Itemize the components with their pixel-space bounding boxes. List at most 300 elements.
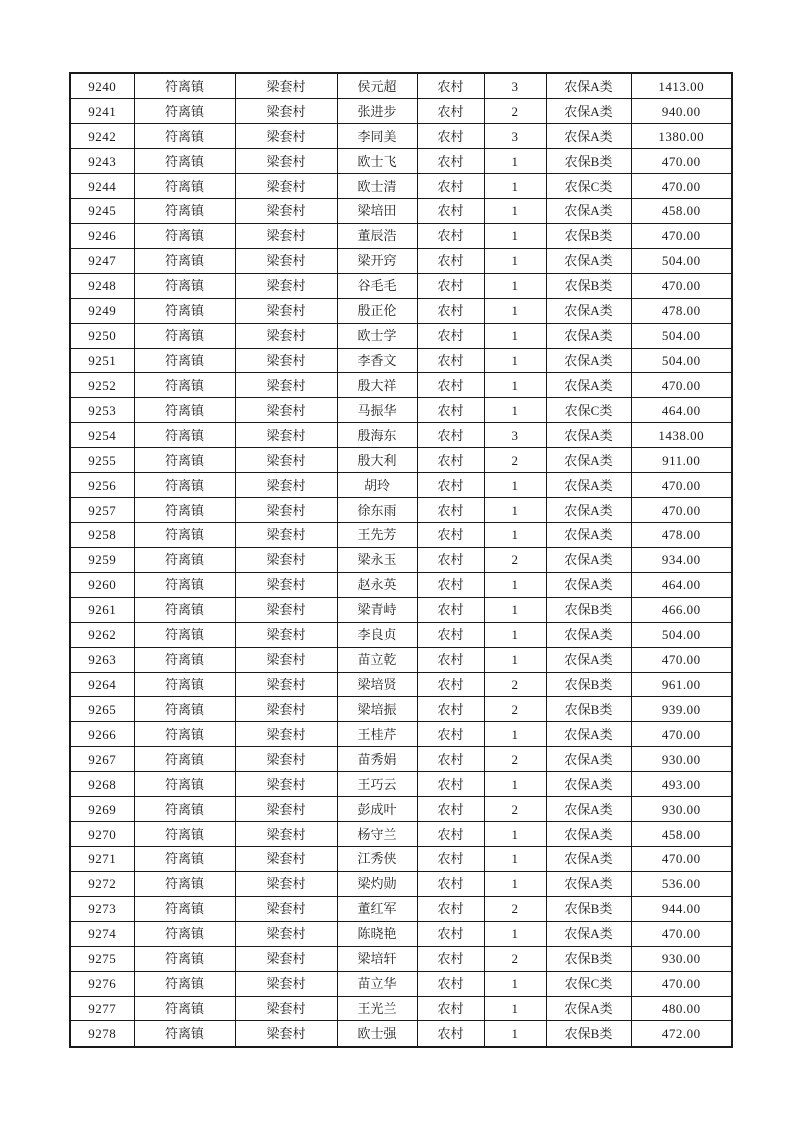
table-cell: 1 [484,996,546,1021]
table-row [70,273,732,298]
table-cell: 农保A类 [546,522,631,547]
table-cell: 农村 [417,223,484,248]
table-cell: 苗立华 [337,971,417,996]
table-cell: 农保A类 [546,473,631,498]
table-cell: 江秀侠 [337,846,417,871]
table-row [70,398,732,423]
table-cell: 王光兰 [337,996,417,1021]
table-cell: 农保A类 [546,921,631,946]
table-cell: 2 [484,747,546,772]
table-cell: 1 [484,373,546,398]
table-cell: 符离镇 [134,722,235,747]
table-cell: 470.00 [631,921,732,946]
table-cell: 马振华 [337,398,417,423]
table-row [70,498,732,523]
table-cell: 农保A类 [546,323,631,348]
table-cell: 1 [484,473,546,498]
table-cell: 9265 [70,697,134,722]
table-cell: 9275 [70,946,134,971]
table-cell: 农村 [417,473,484,498]
table-cell: 农村 [417,149,484,174]
table-cell: 470.00 [631,174,732,199]
table-cell: 农村 [417,772,484,797]
table-cell: 符离镇 [134,896,235,921]
table-cell: 1 [484,273,546,298]
table-cell: 939.00 [631,697,732,722]
table-cell: 930.00 [631,946,732,971]
table-row [70,73,732,99]
table-row [70,248,732,273]
table-cell: 1 [484,348,546,373]
table-cell: 1380.00 [631,124,732,149]
table-cell: 493.00 [631,772,732,797]
table-cell: 504.00 [631,323,732,348]
table-cell: 9244 [70,174,134,199]
table-cell: 470.00 [631,647,732,672]
table-cell: 930.00 [631,797,732,822]
table-cell: 梁套村 [235,647,337,672]
table-cell: 农村 [417,373,484,398]
table-cell: 1 [484,622,546,647]
table-cell: 农保A类 [546,298,631,323]
table-cell: 符离镇 [134,1021,235,1047]
table-cell: 梁套村 [235,747,337,772]
table-cell: 940.00 [631,99,732,124]
table-cell: 9240 [70,73,134,99]
table-cell: 农保A类 [546,248,631,273]
table-cell: 梁套村 [235,149,337,174]
table-cell: 466.00 [631,597,732,622]
table-cell: 董红军 [337,896,417,921]
table-cell: 农保B类 [546,896,631,921]
table-cell: 9269 [70,797,134,822]
table-row [70,348,732,373]
table-cell: 梁套村 [235,273,337,298]
table-cell: 符离镇 [134,747,235,772]
table-cell: 470.00 [631,971,732,996]
table-cell: 9245 [70,199,134,224]
table-row [70,871,732,896]
table-cell: 农村 [417,522,484,547]
table-cell: 9258 [70,522,134,547]
table-cell: 2 [484,896,546,921]
table-row [70,99,732,124]
table-cell: 470.00 [631,373,732,398]
table-cell: 农保B类 [546,697,631,722]
table-cell: 梁套村 [235,722,337,747]
table-cell: 1 [484,248,546,273]
table-cell: 1 [484,149,546,174]
table-cell: 9271 [70,846,134,871]
table-row [70,473,732,498]
table-cell: 梁灼勋 [337,871,417,896]
table-row [70,448,732,473]
table-cell: 3 [484,423,546,448]
table-cell: 9268 [70,772,134,797]
table-row [70,797,732,822]
table-cell: 符离镇 [134,149,235,174]
table-cell: 符离镇 [134,846,235,871]
benefit-table [69,72,733,1048]
table-cell: 欧士学 [337,323,417,348]
table-row [70,996,732,1021]
table-cell: 梁套村 [235,73,337,99]
table-cell: 梁套村 [235,797,337,822]
table-cell: 9248 [70,273,134,298]
table-cell: 2 [484,448,546,473]
table-cell: 1 [484,871,546,896]
table-cell: 梁套村 [235,522,337,547]
table-cell: 504.00 [631,348,732,373]
table-cell: 961.00 [631,672,732,697]
table-cell: 符离镇 [134,772,235,797]
table-cell: 符离镇 [134,174,235,199]
table-cell: 农保A类 [546,547,631,572]
table-cell: 9261 [70,597,134,622]
table-row [70,1021,732,1047]
table-cell: 944.00 [631,896,732,921]
table-cell: 符离镇 [134,572,235,597]
table-row [70,622,732,647]
table-row [70,323,732,348]
table-cell: 梁套村 [235,1021,337,1047]
table-cell: 农村 [417,871,484,896]
table-cell: 470.00 [631,473,732,498]
table-cell: 农村 [417,448,484,473]
table-cell: 梁套村 [235,846,337,871]
table-cell: 9252 [70,373,134,398]
table-cell: 9242 [70,124,134,149]
table-cell: 梁套村 [235,398,337,423]
table-cell: 殷正伦 [337,298,417,323]
table-cell: 殷大利 [337,448,417,473]
table-cell: 9254 [70,423,134,448]
table-cell: 1 [484,298,546,323]
table-cell: 农保A类 [546,772,631,797]
table-cell: 农村 [417,896,484,921]
table-cell: 农保A类 [546,797,631,822]
table-cell: 930.00 [631,747,732,772]
table-cell: 李香文 [337,348,417,373]
table-cell: 农保A类 [546,423,631,448]
table-cell: 赵永英 [337,572,417,597]
table-cell: 符离镇 [134,199,235,224]
table-cell: 农村 [417,348,484,373]
table-cell: 梁套村 [235,199,337,224]
table-cell: 农保B类 [546,597,631,622]
table-cell: 符离镇 [134,547,235,572]
table-cell: 9278 [70,1021,134,1047]
table-cell: 农保A类 [546,747,631,772]
table-cell: 农村 [417,124,484,149]
table-cell: 9267 [70,747,134,772]
table-cell: 农村 [417,647,484,672]
table-cell: 梁套村 [235,971,337,996]
table-row [70,597,732,622]
table-cell: 符离镇 [134,498,235,523]
table-cell: 1 [484,647,546,672]
table-cell: 农保C类 [546,398,631,423]
table-cell: 农村 [417,273,484,298]
table-cell: 9270 [70,822,134,847]
table-cell: 符离镇 [134,971,235,996]
table-cell: 王先芳 [337,522,417,547]
table-cell: 符离镇 [134,423,235,448]
table-cell: 符离镇 [134,647,235,672]
table-cell: 9263 [70,647,134,672]
table-cell: 梁套村 [235,498,337,523]
table-cell: 符离镇 [134,73,235,99]
table-cell: 梁套村 [235,423,337,448]
table-cell: 农保B类 [546,149,631,174]
table-cell: 农保C类 [546,971,631,996]
table-cell: 农保A类 [546,373,631,398]
table-cell: 农保A类 [546,647,631,672]
table-cell: 欧士飞 [337,149,417,174]
table-cell: 王巧云 [337,772,417,797]
table-cell: 1438.00 [631,423,732,448]
table-cell: 9243 [70,149,134,174]
table-cell: 农保A类 [546,348,631,373]
table-cell: 梁开窍 [337,248,417,273]
table-cell: 504.00 [631,622,732,647]
table-cell: 符离镇 [134,871,235,896]
table-cell: 农村 [417,722,484,747]
table-cell: 胡玲 [337,473,417,498]
table-cell: 农村 [417,797,484,822]
table-cell: 符离镇 [134,373,235,398]
table-cell: 9260 [70,572,134,597]
table-cell: 梁套村 [235,174,337,199]
table-cell: 李良贞 [337,622,417,647]
table-cell: 农保A类 [546,871,631,896]
table-cell: 董辰浩 [337,223,417,248]
table-row [70,199,732,224]
table-cell: 470.00 [631,223,732,248]
table-cell: 2 [484,697,546,722]
table-cell: 农保A类 [546,498,631,523]
table-cell: 9277 [70,996,134,1021]
table-cell: 农保A类 [546,846,631,871]
table-cell: 农村 [417,846,484,871]
table-cell: 1 [484,1021,546,1047]
table-cell: 彭成叶 [337,797,417,822]
table-cell: 农村 [417,323,484,348]
table-cell: 1 [484,398,546,423]
table-cell: 梁套村 [235,448,337,473]
table-cell: 农村 [417,174,484,199]
table-cell: 2 [484,99,546,124]
table-cell: 农保A类 [546,73,631,99]
table-cell: 9276 [70,971,134,996]
table-row [70,572,732,597]
table-cell: 农村 [417,298,484,323]
table-cell: 1 [484,822,546,847]
table-cell: 符离镇 [134,522,235,547]
table-cell: 3 [484,73,546,99]
table-cell: 符离镇 [134,672,235,697]
table-cell: 农村 [417,199,484,224]
table-cell: 梁套村 [235,348,337,373]
table-cell: 农保B类 [546,223,631,248]
table-row [70,149,732,174]
table-cell: 9259 [70,547,134,572]
table-cell: 梁套村 [235,223,337,248]
table-cell: 农保A类 [546,199,631,224]
table-cell: 1 [484,971,546,996]
table-cell: 符离镇 [134,398,235,423]
table-cell: 472.00 [631,1021,732,1047]
table-row [70,124,732,149]
table-cell: 9257 [70,498,134,523]
table-cell: 符离镇 [134,622,235,647]
table-cell: 农保B类 [546,946,631,971]
table-cell: 934.00 [631,547,732,572]
table-row [70,223,732,248]
table-cell: 农保B类 [546,1021,631,1047]
table-cell: 梁套村 [235,124,337,149]
table-cell: 农村 [417,248,484,273]
table-cell: 梁套村 [235,323,337,348]
table-cell: 农村 [417,547,484,572]
table-cell: 梁套村 [235,248,337,273]
table-cell: 1 [484,199,546,224]
table-cell: 农村 [417,597,484,622]
table-cell: 杨守兰 [337,822,417,847]
table-cell: 9256 [70,473,134,498]
table-cell: 1 [484,498,546,523]
table-cell: 9247 [70,248,134,273]
table-cell: 农保A类 [546,448,631,473]
table-cell: 2 [484,547,546,572]
table-cell: 梁套村 [235,622,337,647]
table-cell: 农村 [417,572,484,597]
table-cell: 农保A类 [546,572,631,597]
table-cell: 农村 [417,99,484,124]
table-cell: 农村 [417,398,484,423]
table-cell: 梁培振 [337,697,417,722]
table-cell: 梁套村 [235,871,337,896]
table-cell: 农保A类 [546,722,631,747]
table-cell: 符离镇 [134,223,235,248]
table-cell: 9253 [70,398,134,423]
table-cell: 农保A类 [546,124,631,149]
table-cell: 陈晓艳 [337,921,417,946]
table-cell: 符离镇 [134,822,235,847]
table-cell: 梁套村 [235,597,337,622]
table-cell: 农村 [417,996,484,1021]
table-cell: 9272 [70,871,134,896]
table-row [70,772,732,797]
table-cell: 符离镇 [134,996,235,1021]
table-cell: 符离镇 [134,597,235,622]
table-cell: 农村 [417,1021,484,1047]
table-cell: 470.00 [631,149,732,174]
table-cell: 梁套村 [235,672,337,697]
table-cell: 农村 [417,672,484,697]
table-cell: 梁套村 [235,996,337,1021]
table-cell: 农村 [417,921,484,946]
table-body [70,73,732,1047]
table-cell: 1 [484,223,546,248]
table-cell: 梁套村 [235,298,337,323]
table-cell: 1 [484,572,546,597]
table-cell: 9251 [70,348,134,373]
table-cell: 农保A类 [546,996,631,1021]
table-cell: 9241 [70,99,134,124]
table-cell: 农村 [417,747,484,772]
table-cell: 欧士清 [337,174,417,199]
table-cell: 470.00 [631,273,732,298]
table-cell: 1 [484,174,546,199]
table-cell: 504.00 [631,248,732,273]
table-cell: 9250 [70,323,134,348]
table-cell: 470.00 [631,722,732,747]
table-cell: 符离镇 [134,797,235,822]
table-cell: 梁套村 [235,572,337,597]
table-cell: 农村 [417,971,484,996]
table-cell: 符离镇 [134,946,235,971]
table-cell: 536.00 [631,871,732,896]
table-cell: 符离镇 [134,124,235,149]
table-cell: 1 [484,722,546,747]
table-cell: 侯元超 [337,73,417,99]
table-row [70,722,732,747]
table-cell: 1 [484,772,546,797]
table-cell: 1 [484,846,546,871]
table-cell: 殷海东 [337,423,417,448]
table-row [70,747,732,772]
table-cell: 1413.00 [631,73,732,99]
table-cell: 农保B类 [546,672,631,697]
table-cell: 911.00 [631,448,732,473]
table-cell: 农村 [417,423,484,448]
table-cell: 梁套村 [235,99,337,124]
table-cell: 苗立乾 [337,647,417,672]
table-row [70,697,732,722]
table-cell: 9274 [70,921,134,946]
table-cell: 梁培轩 [337,946,417,971]
table-cell: 符离镇 [134,273,235,298]
table-cell: 梁套村 [235,373,337,398]
table-cell: 符离镇 [134,298,235,323]
table-cell: 符离镇 [134,921,235,946]
table-cell: 符离镇 [134,99,235,124]
table-cell: 农保A类 [546,822,631,847]
table-row [70,373,732,398]
table-cell: 2 [484,797,546,822]
table-cell: 478.00 [631,298,732,323]
table-row [70,896,732,921]
table-cell: 梁培贤 [337,672,417,697]
table-row [70,921,732,946]
table-cell: 1 [484,323,546,348]
table-row [70,822,732,847]
table-cell: 梁套村 [235,921,337,946]
table-row [70,846,732,871]
table-cell: 9249 [70,298,134,323]
table-cell: 农保A类 [546,99,631,124]
table-cell: 9266 [70,722,134,747]
table-cell: 符离镇 [134,448,235,473]
table-cell: 苗秀娟 [337,747,417,772]
table-cell: 农保C类 [546,174,631,199]
table-cell: 农村 [417,622,484,647]
table-row [70,672,732,697]
table-cell: 农村 [417,498,484,523]
table-row [70,547,732,572]
table-cell: 欧士强 [337,1021,417,1047]
